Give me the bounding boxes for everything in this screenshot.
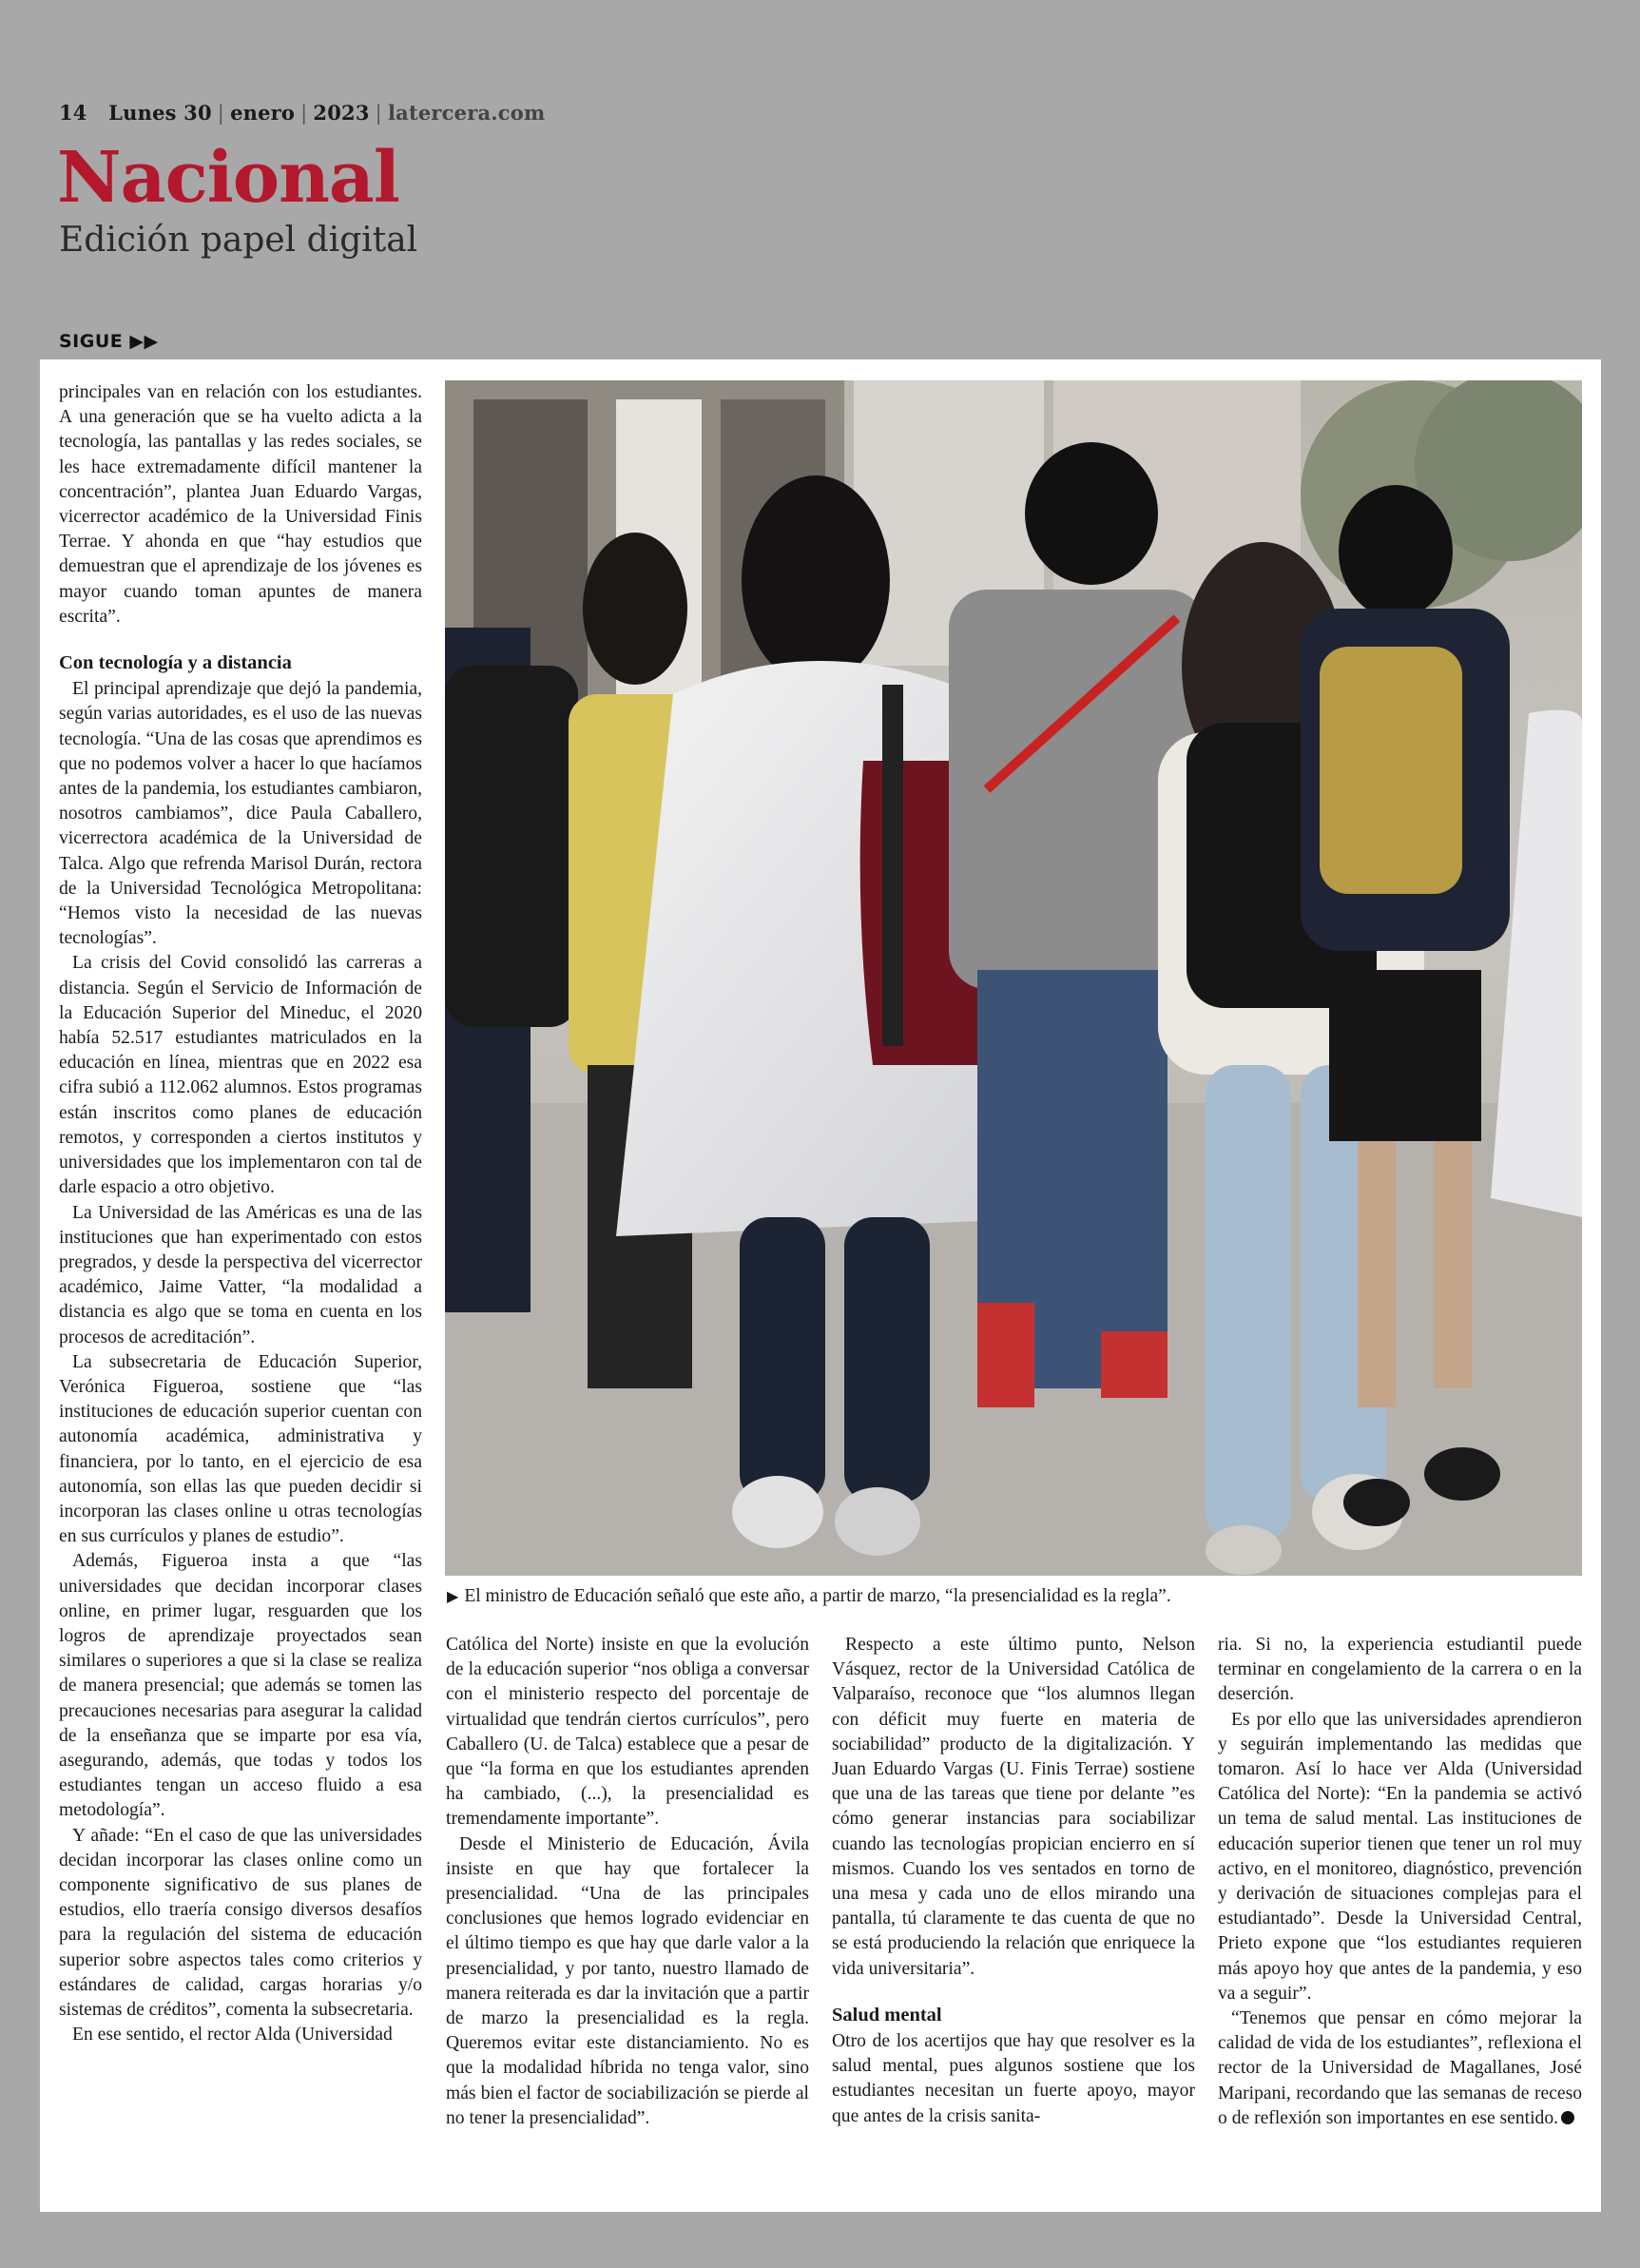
paragraph: Y añade: “En el caso de que las universidades decidan incorporar las clases online como un componente significativo de sus planes de estudios, ello traería consigo diversos desafíos para la regulación del sistema de educación superior sobre aspectos tales como criterios y estándares de calidad, cargas horarias y/o sistemas de créditos”, comenta la subsecretaria. [59, 1825, 422, 2020]
end-of-article-icon [1561, 2111, 1574, 2124]
caption-text: El ministro de Educación señaló que este año, a partir de marzo, “la presencialidad es la regla”. [464, 1586, 1171, 1606]
paragraph: Respecto a este último punto, Nelson Vásquez, rector de la Universidad Católica de Valparaíso, reconoce que “los alumnos llegan con déficit muy fuerte en materia de sociabilidad” producto de la digitalización. Y Juan Eduardo Vargas (U. Finis Terrae) sostiene que una de las tareas que tiene por delante ”es cómo generar instancias para sociabilizar cuando las tecnologías propician encierro en sí mismos. Cuando los ves sentados en torno de una mesa y cada uno de ellos mirando una pantalla, tú claramente te das cuenta de que no se está produciendo la relación que enriquece la vida universitaria”. [832, 1635, 1195, 1979]
paragraph [1218, 2006, 1582, 2131]
article-column-3 [832, 1633, 1195, 2129]
page-header: 14 Lunes 30 | enero | 2023 | latercera.com [59, 101, 546, 125]
paragraph: ria. Si no, la experiencia estudiantil puede terminar en congelamiento de la carrera o en la deserción. [1218, 1635, 1582, 1705]
paragraph: La Universidad de las Américas es una de las instituciones que han experimentado con estos pregrados, y desde la perspectiva del vicerrector académico, Jaime Vatter, “la modalidad a distancia es algo que se toma en cuenta en los procesos de acreditación”. [59, 1202, 422, 1347]
students-walking-image [445, 380, 1582, 1576]
paragraph: principales van en relación con los estudiantes. A una generación que se ha vuelto adicta a la tecnología, las pantallas y las redes sociales, se les hace extremadamente difícil mantener la concentración”, plantea Juan Eduardo Vargas, vicerrector académico de la Universidad Finis Terrae. Y ahonda en que “hay estudios que demuestran que el aprendizaje de los jóvenes es mayor cuando toman apuntes de manera escrita”. [59, 382, 422, 627]
students-photo [445, 380, 1582, 1576]
paragraph: Desde el Ministerio de Educación, Ávila insiste en que hay que fortalecer la presencialidad. “Una de las principales conclusiones que hemos logrado evidenciar en el último tiempo es que hay que darle valor a la presencialidad, y por tanto, nuestro llamado de manera reiterada es dar la invitación que a partir de marzo la presencialidad es la regla. Queremos evitar este distanciamiento. No es que la modalidad híbrida no tenga valor, sino más bien el factor de sociabilización se pierde al no tener la presencialidad”. [446, 1833, 809, 2128]
subheading: Con tecnología y a distancia [59, 652, 292, 674]
page-number: 14 [59, 101, 87, 125]
issue-year: 2023 [313, 101, 370, 125]
paragraph: La crisis del Covid consolidó las carreras a distancia. Según el Servicio de Información de la Educación Superior del Mineduc, el 2020 había 52.517 estudiantes matriculados en la educación en línea, mientras que en 2022 esa cifra subió a 112.062 alumnos. Estos programas están inscritos como planes de educación remotos, y corresponden a ciertos institutos y universidades que los implementaron con tal de darle espacio a otro objetivo. [59, 953, 422, 1198]
paragraph-text: “Tenemos que pensar en cómo mejorar la calidad de vida de los estudiantes”, reflexiona el rector de la Universidad de Magallanes, José Maripani, recordando que las semanas de receso o de reflexión son importantes en ese sentido. [1218, 2008, 1582, 2128]
section-title: Nacional [57, 137, 399, 219]
site-link[interactable]: latercera.com [387, 101, 546, 125]
article-column-4 [1218, 1633, 1582, 2131]
paragraph: En ese sentido, el rector Alda (Universidad [72, 2025, 393, 2045]
continues-label: SIGUE ▶▶ [59, 331, 159, 352]
caption-arrow-icon: ▶ [447, 1589, 459, 1605]
paragraph: La subsecretaria de Educación Superior, Verónica Figueroa, sostiene que “las instituciones de educación superior cuentan con autonomía académica, administrativa y financiera, por lo tanto, en el ejercicio de esa autonomía, son ellas las que pueden decidir si incorporan las clases online u otras tecnologías en sus currículos y planes de estudio”. [59, 1351, 422, 1547]
issue-day: Lunes 30 [108, 101, 212, 125]
photo-caption [447, 1586, 1171, 1607]
paragraph: Otro de los acertijos que hay que resolver es la salud mental, pues algunos sostiene que los estudiantes necesitan un fuerte apoyo, mayor que antes de la crisis sanita- [832, 2031, 1195, 2126]
subheading: Salud mental [832, 2004, 942, 2026]
article-column-1 [59, 380, 422, 2047]
paragraph: Además, Figueroa insta a que “las universidades que decidan incorporar clases online, en primer lugar, resguarden que los logros de aprendizaje proyectados sean similares o superiores a que si la clase se realiza de manera presencial; que además se tomen las precauciones necesarias para asegurar la calidad de la enseñanza que se imparte por esa vía, asegurando, además, que todas y todos los estudiantes tengan un acceso fluido a esa metodología”. [59, 1551, 422, 1821]
article-column-2 [446, 1633, 809, 2131]
paragraph: El principal aprendizaje que dejó la pandemia, según varias autoridades, es el uso de las nuevas tecnología. “Una de las cosas que aprendimos es que no podemos volver a hacer lo que hacíamos antes de la pandemia, los estudiantes cambiaron, nosotros cambiamos”, dice Paula Caballero, vicerrectora académica de la Universidad de Talca. Algo que refrenda Marisol Durán, rectora de la Universidad Tecnológica Metropolitana: “Hemos visto la necesidad de las nuevas tecnologías”. [59, 679, 422, 949]
paragraph: Es por ello que las universidades aprendieron y seguirán implementando las medidas que tomaron. Así lo hace ver Alda (Universidad Católica del Norte): “En la pandemia se activó un tema de salud mental. Las instituciones de educación superior tienen que tener un rol muy activo, en el monitoreo, diagnóstico, prevención y derivación de situaciones complejas para el estudiantado”. Desde la Universidad Central, Prieto expone que “los estudiantes requieren más apoyo hoy que antes de la pandemia, y eso va a seguir”. [1218, 1709, 1582, 2004]
paragraph: Católica del Norte) insiste en que la evolución de la educación superior “nos obliga a conversar con el ministerio respecto del porcentaje de virtualidad que tendrán ciertos currículos”, pero Caballero (U. de Talca) establece que a pesar de que “la forma en que los estudiantes aprenden ha cambiado, (...), la presencialidad es tremendamente importante”. [446, 1635, 809, 1830]
section-subtitle: Edición papel digital [59, 221, 418, 260]
issue-month: enero [230, 101, 296, 125]
